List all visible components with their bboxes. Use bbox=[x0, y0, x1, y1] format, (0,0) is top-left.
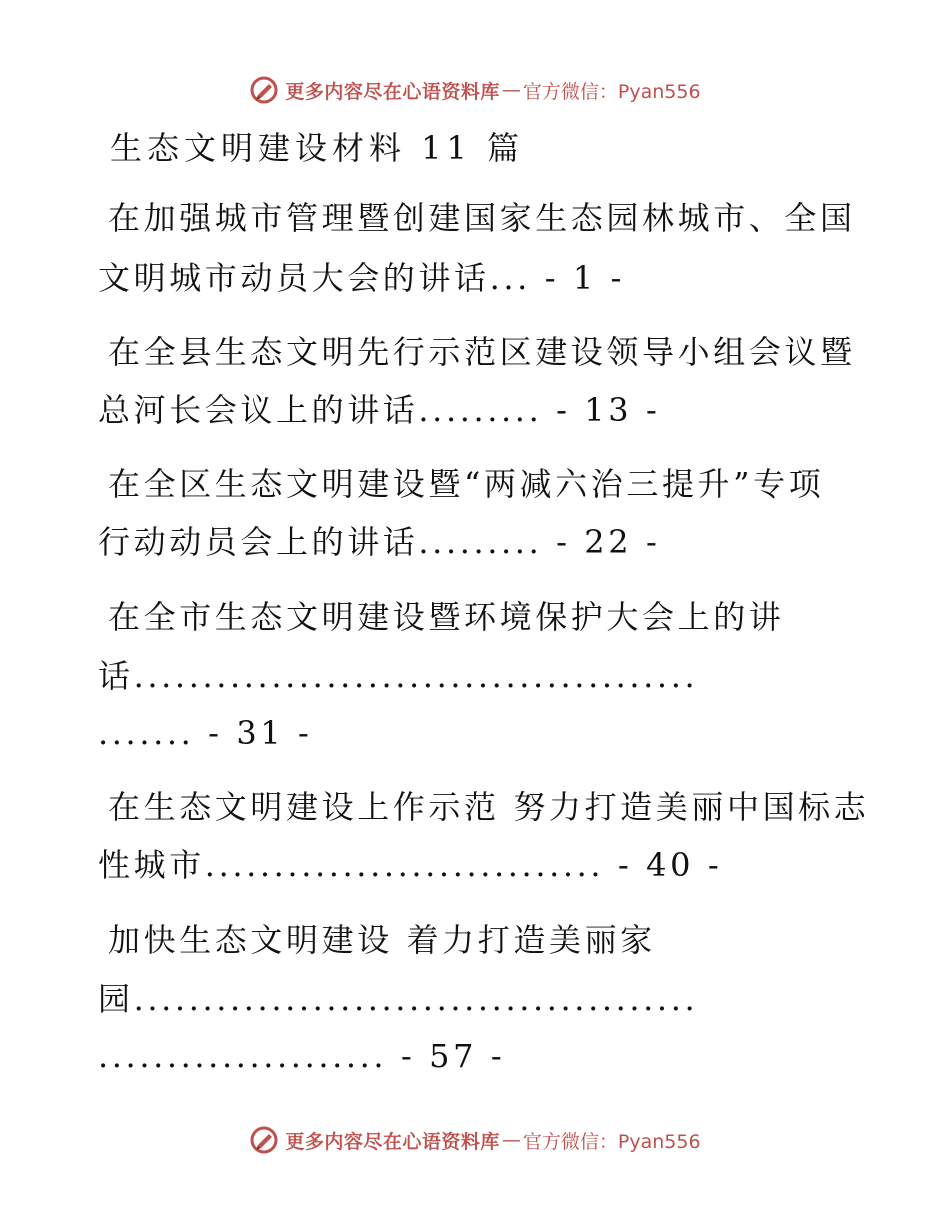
pen-circle-logo-icon bbox=[249, 75, 279, 105]
footer-banner bbox=[0, 1120, 950, 1160]
pen-circle-logo-icon bbox=[249, 1125, 279, 1155]
toc-entry-4-line-2: 话......................................... bbox=[98, 657, 699, 695]
toc-entry-1-line-2: 文明城市动员大会的讲话... - 1 - bbox=[98, 259, 626, 297]
toc-entry-6-line-1: 加快生态文明建设 着力打造美丽家 bbox=[108, 921, 656, 959]
toc-entry-4-line-3: ....... - 31 - bbox=[98, 714, 313, 752]
toc-entry-6-line-2: 园......................................... bbox=[98, 980, 699, 1018]
banner-wechat: 官方微信：Pyan556 bbox=[522, 1130, 701, 1153]
document-title: 生态文明建设材料 11 篇 bbox=[110, 129, 525, 167]
toc-entry-4-line-1: 在全市生态文明建设暨环境保护大会上的讲 bbox=[108, 598, 785, 636]
header-banner bbox=[0, 70, 950, 110]
banner-separator: — bbox=[501, 79, 521, 101]
toc-entry-3-line-2: 行动动员会上的讲话......... - 22 - bbox=[98, 523, 661, 561]
banner-text: 更多内容尽在心语资料库 bbox=[285, 1130, 500, 1153]
toc-entry-3-line-1: 在全区生态文明建设暨“两减六治三提升”专项 bbox=[108, 465, 825, 503]
toc-entry-2-line-1: 在全县生态文明先行示范区建设领导小组会议暨 bbox=[108, 333, 856, 371]
toc-entry-1-line-1: 在加强城市管理暨创建国家生态园林城市、全国 bbox=[108, 199, 856, 237]
toc-entry-2-line-2: 总河长会议上的讲话......... - 13 - bbox=[98, 391, 661, 429]
toc-entry-5-line-1: 在生态文明建设上作示范 努力打造美丽中国标志 bbox=[108, 788, 870, 826]
toc-entry-5-line-2: 性城市............................. - 40 - bbox=[98, 846, 723, 884]
banner-separator: — bbox=[501, 1129, 521, 1151]
banner-text: 更多内容尽在心语资料库 bbox=[285, 80, 500, 103]
banner-wechat: 官方微信：Pyan556 bbox=[522, 80, 701, 103]
toc-entry-6-line-3: ..................... - 57 - bbox=[98, 1037, 506, 1075]
